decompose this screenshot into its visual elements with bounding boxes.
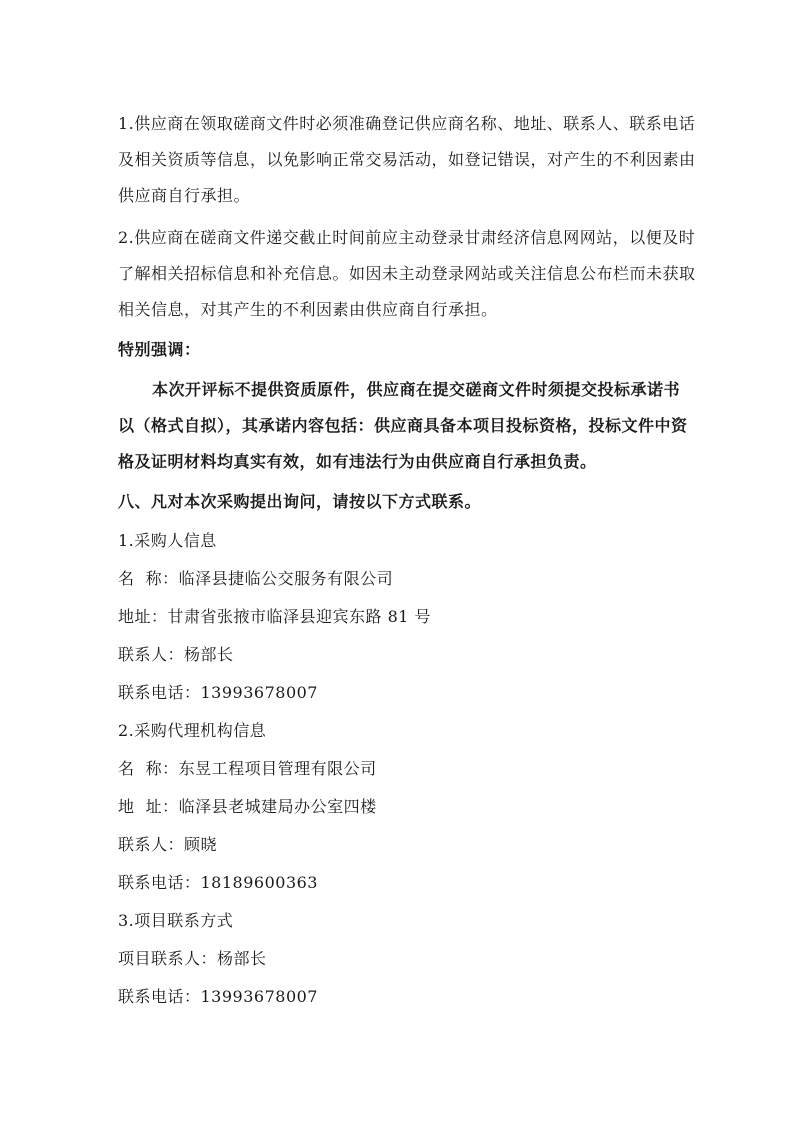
purchaser-phone: 联系电话：13993678007: [118, 683, 318, 702]
section-8-heading: 八、凡对本次采购提出询问，请按以下方式联系。: [118, 492, 482, 511]
project-contact: 项目联系人：杨部长: [118, 949, 267, 968]
text-line: 2.供应商在磋商文件递交截止时间前应主动登录甘肃经济信息网网站，以便及时: [118, 228, 696, 247]
text-line: 本次开评标不提供资质原件，供应商在提交磋商文件时须提交投标承诺书: [152, 380, 681, 399]
purchaser-address: 地址：甘肃省张掖市临泽县迎宾东路 81 号: [118, 607, 432, 626]
notice-paragraph-1: [118, 106, 696, 214]
agency-phone: 联系电话：18189600363: [118, 873, 318, 892]
text-line: 1.供应商在领取磋商文件时必须准确登记供应商名称、地址、联系人、联系电话: [118, 114, 696, 133]
purchaser-contact: 联系人：杨部长: [118, 645, 234, 664]
document-page: [118, 106, 696, 1016]
text-line: 供应商自行承担。: [118, 186, 251, 205]
agency-address: 地 址：临泽县老城建局办公室四楼: [118, 797, 377, 816]
text-line: 了解相关招标信息和补充信息。如因未主动登录网站或关注信息公布栏而未获取: [118, 264, 696, 283]
project-phone: 联系电话：13993678007: [118, 987, 318, 1006]
text-line: 相关信息，对其产生的不利因素由供应商自行承担。: [118, 300, 498, 319]
text-line: 格及证明材料均真实有效，如有违法行为由供应商自行承担负责。: [118, 452, 597, 471]
project-title: 3.项目联系方式: [118, 911, 234, 930]
notice-paragraph-2: [118, 220, 696, 328]
purchaser-title: 1.采购人信息: [118, 531, 217, 550]
text-line: 及相关资质等信息，以免影响正常交易活动，如登记错误，对产生的不利因素由: [118, 150, 696, 169]
special-heading: 特别强调：: [118, 340, 201, 359]
contact-section: [118, 522, 678, 1016]
text-line: 以（格式自拟），其承诺内容包括：供应商具备本项目投标资格，投标文件中资: [118, 416, 688, 435]
special-paragraph: [118, 372, 688, 480]
purchaser-name: 名 称：临泽县捷临公交服务有限公司: [118, 569, 394, 588]
agency-contact: 联系人：顾晓: [118, 835, 218, 854]
agency-name: 名 称：东昱工程项目管理有限公司: [118, 759, 377, 778]
agency-title: 2.采购代理机构信息: [118, 721, 267, 740]
